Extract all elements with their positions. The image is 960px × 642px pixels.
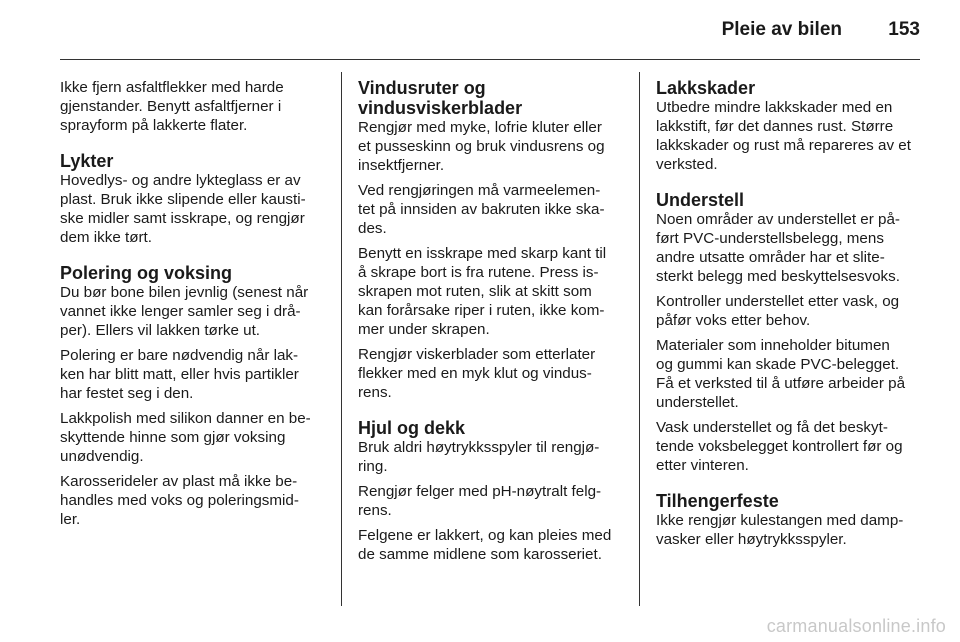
- text-line: tet på innsiden av bakruten ikke ska-: [358, 201, 605, 218]
- header-divider: [60, 59, 920, 60]
- section-lakkskader: [656, 78, 922, 174]
- text-line: Materialer som inneholder bitumen: [656, 337, 890, 354]
- text-line: handles med voks og poleringsmid-: [60, 492, 299, 509]
- column-divider-right: [639, 72, 640, 606]
- text-line: Vindusruter og: [358, 78, 486, 98]
- text-line: Du bør bone bilen jevnlig (senest når: [60, 284, 309, 301]
- text-line: et pusseskinn og bruk vindusrens og: [358, 138, 605, 155]
- section-heading: [60, 263, 326, 283]
- text-line: Noen områder av understellet er på-: [656, 211, 900, 228]
- page-number: 153: [888, 19, 920, 40]
- body-paragraph: [358, 181, 624, 238]
- text-line: dem ikke tørt.: [60, 229, 152, 246]
- text-line: skrapen mot ruten, slik at skitt som: [358, 283, 592, 300]
- column-1: [60, 78, 326, 545]
- text-line: verksted.: [656, 156, 718, 173]
- text-line: tende voksbelegget kontrollert før og: [656, 438, 903, 455]
- body-paragraph: [358, 526, 624, 564]
- section-heading: [358, 418, 624, 438]
- body-paragraph: [656, 336, 922, 412]
- section-hjul-og-dekk: [358, 418, 624, 564]
- text-line: ler.: [60, 511, 81, 528]
- section-vindusruter: [358, 78, 624, 402]
- text-line: andre utsatte områder har et slite-: [656, 249, 885, 266]
- text-line: plast. Bruk ikke slipende eller kausti-: [60, 191, 306, 208]
- body-paragraph: [358, 345, 624, 402]
- text-line: Ikke rengjør kulestangen med damp-: [656, 512, 904, 529]
- text-line: Understell: [656, 190, 745, 210]
- body-paragraph: [656, 511, 922, 549]
- column-2: [358, 78, 624, 580]
- body-paragraph: [656, 98, 922, 174]
- text-line: per). Ellers vil lakken tørke ut.: [60, 322, 261, 339]
- text-line: des.: [358, 220, 387, 237]
- body-paragraph: [358, 482, 624, 520]
- text-line: Hjul og dekk: [358, 418, 466, 438]
- text-line: Lakkpolish med silikon danner en be-: [60, 410, 311, 427]
- text-line: Rengjør med myke, lofrie kluter eller: [358, 119, 602, 136]
- text-line: Lykter: [60, 151, 114, 171]
- text-line: vindusviskerblader: [358, 98, 523, 118]
- column-divider-left: [341, 72, 342, 606]
- section-lykter: [60, 151, 326, 247]
- text-line: mer under skrapen.: [358, 321, 490, 338]
- text-line: Benytt en isskrape med skarp kant til: [358, 245, 607, 262]
- text-line: Karosserideler av plast må ikke be-: [60, 473, 298, 490]
- chapter-title: Pleie av bilen: [721, 19, 842, 40]
- intro-paragraph: [60, 78, 326, 135]
- text-line: Hovedlys- og andre lykteglass er av: [60, 172, 301, 189]
- text-line: vannet ikke lenger samler seg i drå-: [60, 303, 301, 320]
- text-line: Lakkskader: [656, 78, 756, 98]
- section-heading: [656, 78, 922, 98]
- text-line: sprayform på lakkerte flater.: [60, 117, 248, 134]
- page-header: [0, 0, 960, 60]
- section-heading: [60, 151, 326, 171]
- text-line: ken har blitt matt, eller hvis partikler: [60, 366, 299, 383]
- text-line: ring.: [358, 458, 388, 475]
- text-line: Rengjør felger med pH-nøytralt felg-: [358, 483, 602, 500]
- text-line: Felgene er lakkert, og kan pleies med: [358, 527, 612, 544]
- text-line: Få et verksted til å utføre arbeider på: [656, 375, 906, 392]
- section-understell: [656, 190, 922, 475]
- column-3: [656, 78, 922, 565]
- text-line: rens.: [358, 384, 392, 401]
- text-line: og gummi kan skade PVC-belegget.: [656, 356, 900, 373]
- section-heading: [358, 78, 624, 118]
- watermark-text: carmanualsonline.info: [766, 616, 946, 636]
- body-paragraph: [358, 118, 624, 175]
- text-line: ske midler samt isskrape, og rengjør: [60, 210, 305, 227]
- body-paragraph: [60, 171, 326, 247]
- text-line: unødvendig.: [60, 448, 144, 465]
- text-line: rens.: [358, 502, 392, 519]
- body-paragraph: [656, 418, 922, 475]
- text-line: Tilhengerfeste: [656, 491, 779, 511]
- body-paragraph: [60, 472, 326, 529]
- text-line: insektfjerner.: [358, 157, 445, 174]
- text-line: flekker med en myk klut og vindus-: [358, 365, 592, 382]
- text-line: Polering og voksing: [60, 263, 233, 283]
- text-line: Ikke fjern asfaltflekker med harde: [60, 79, 284, 96]
- text-line: gjenstander. Benytt asfaltfjerner i: [60, 98, 282, 115]
- text-line: etter vinteren.: [656, 457, 749, 474]
- text-line: Vask understellet og få det beskyt-: [656, 419, 888, 436]
- section-polering-og-voksing: [60, 263, 326, 529]
- text-line: lakkskader og rust må repareres av et: [656, 137, 911, 154]
- text-line: Polering er bare nødvendig når lak-: [60, 347, 299, 364]
- text-line: Bruk aldri høytrykksspyler til rengjø-: [358, 439, 600, 456]
- body-paragraph: [656, 292, 922, 330]
- text-line: skyttende hinne som gjør voksing: [60, 429, 286, 446]
- text-line: sterkt belegg med beskyttelsesvoks.: [656, 268, 900, 285]
- section-heading: [656, 491, 922, 511]
- body-paragraph: [60, 283, 326, 340]
- body-paragraph: [60, 409, 326, 466]
- text-line: lakkstift, før det dannes rust. Større: [656, 118, 894, 135]
- text-line: har festet seg i den.: [60, 385, 194, 402]
- text-line: påfør voks etter behov.: [656, 312, 811, 329]
- text-line: vasker eller høytrykksspyler.: [656, 531, 847, 548]
- text-line: de samme midlene som karosseriet.: [358, 546, 602, 563]
- text-line: å skrape bort is fra rutene. Press is-: [358, 264, 599, 281]
- text-line: Ved rengjøringen må varmeelemen-: [358, 182, 601, 199]
- body-paragraph: [358, 244, 624, 339]
- text-line: ført PVC-understellsbelegg, mens: [656, 230, 884, 247]
- text-line: Rengjør viskerblader som etterlater: [358, 346, 596, 363]
- section-tilhengerfeste: [656, 491, 922, 549]
- body-paragraph: [656, 210, 922, 286]
- section-heading: [656, 190, 922, 210]
- text-line: understellet.: [656, 394, 739, 411]
- text-line: Utbedre mindre lakkskader med en: [656, 99, 893, 116]
- text-line: Kontroller understellet etter vask, og: [656, 293, 900, 310]
- body-paragraph: [60, 346, 326, 403]
- body-paragraph: [358, 438, 624, 476]
- text-line: kan forårsake riper i ruten, ikke kom-: [358, 302, 605, 319]
